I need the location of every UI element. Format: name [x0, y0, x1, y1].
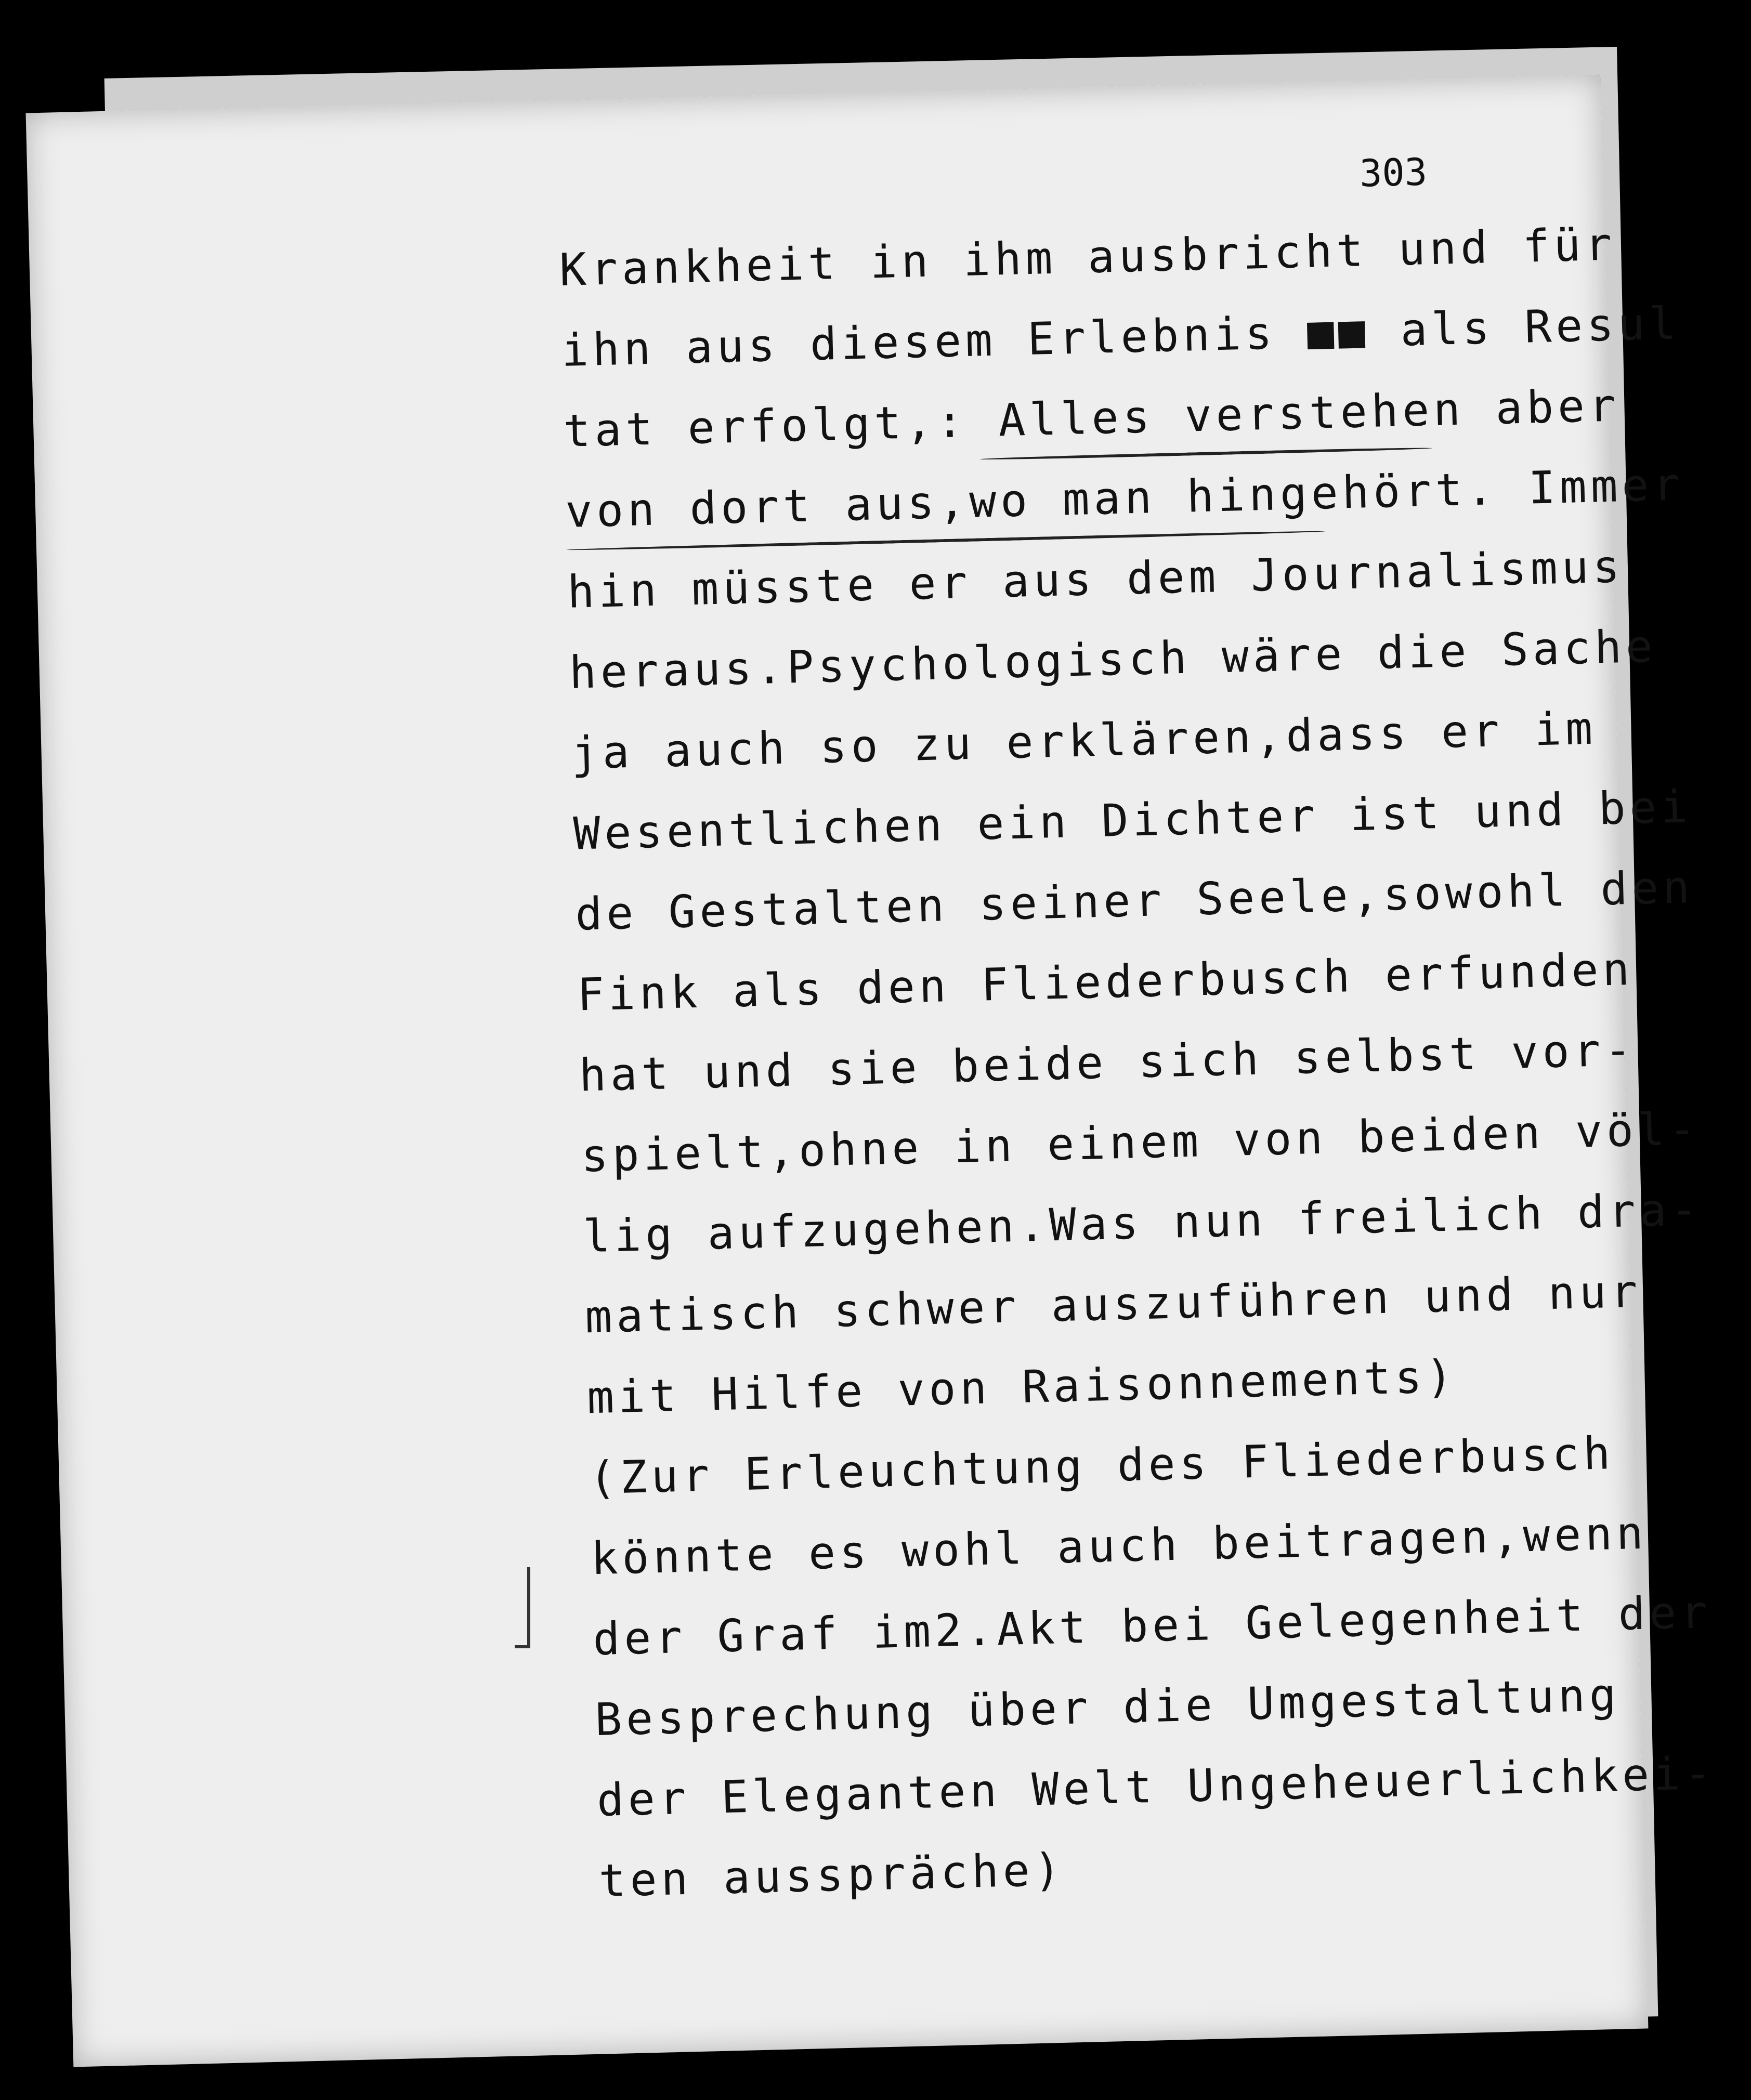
text-line: de Gestalten seiner Seele,sowohl den — [574, 861, 1695, 941]
text-line: heraus.Psychologisch wäre die Sache — [568, 620, 1657, 699]
text-line: matisch schwer auszuführen und nur — [584, 1265, 1642, 1344]
text-line: Fink als den Fliederbusch erfunden — [577, 943, 1635, 1021]
text-line: mit Hilfe von Raisonnements) — [586, 1350, 1458, 1424]
text-line: der Graf im2.Akt bei Gelegenheit der — [592, 1586, 1713, 1666]
text-line: tat erfolgt,: Alles verstehen aber — [563, 379, 1621, 457]
text-line: (Zur Erleuchtung des Fliederbusch — [588, 1427, 1615, 1505]
text-line: könnte es wohl auch beitragen,wenn — [590, 1507, 1648, 1585]
text-line: hat und sie beide sich selbst vor- — [578, 1023, 1637, 1102]
margin-bracket-mark — [515, 1567, 530, 1648]
page-number: 303 — [1358, 150, 1428, 195]
text-line: Wesentlichen ein Dichter ist und bei — [572, 781, 1693, 860]
text-line: ja auch so zu erklären,dass er im — [570, 702, 1598, 780]
text-line: spielt,ohne in einem von beiden völ- — [580, 1102, 1701, 1183]
text-line: ihn aus diesem Erlebnis ■■ als Resul — [560, 297, 1681, 377]
text-line: von dort aus,wo man hingehört. Immer — [565, 458, 1685, 538]
text-line: lig aufzugehen.Was nun freilich dra- — [582, 1183, 1703, 1263]
text-line: Besprechung über die Umgestaltung — [594, 1669, 1621, 1747]
text-line: ten ausspräche) — [598, 1844, 1066, 1908]
text-line: hin müsste er aus dem Journalismus — [567, 541, 1625, 619]
text-line: Krankheit in ihm ausbricht und für — [559, 218, 1617, 296]
text-line: der Eleganten Welt Ungeheuerlichkei- — [596, 1747, 1716, 1827]
